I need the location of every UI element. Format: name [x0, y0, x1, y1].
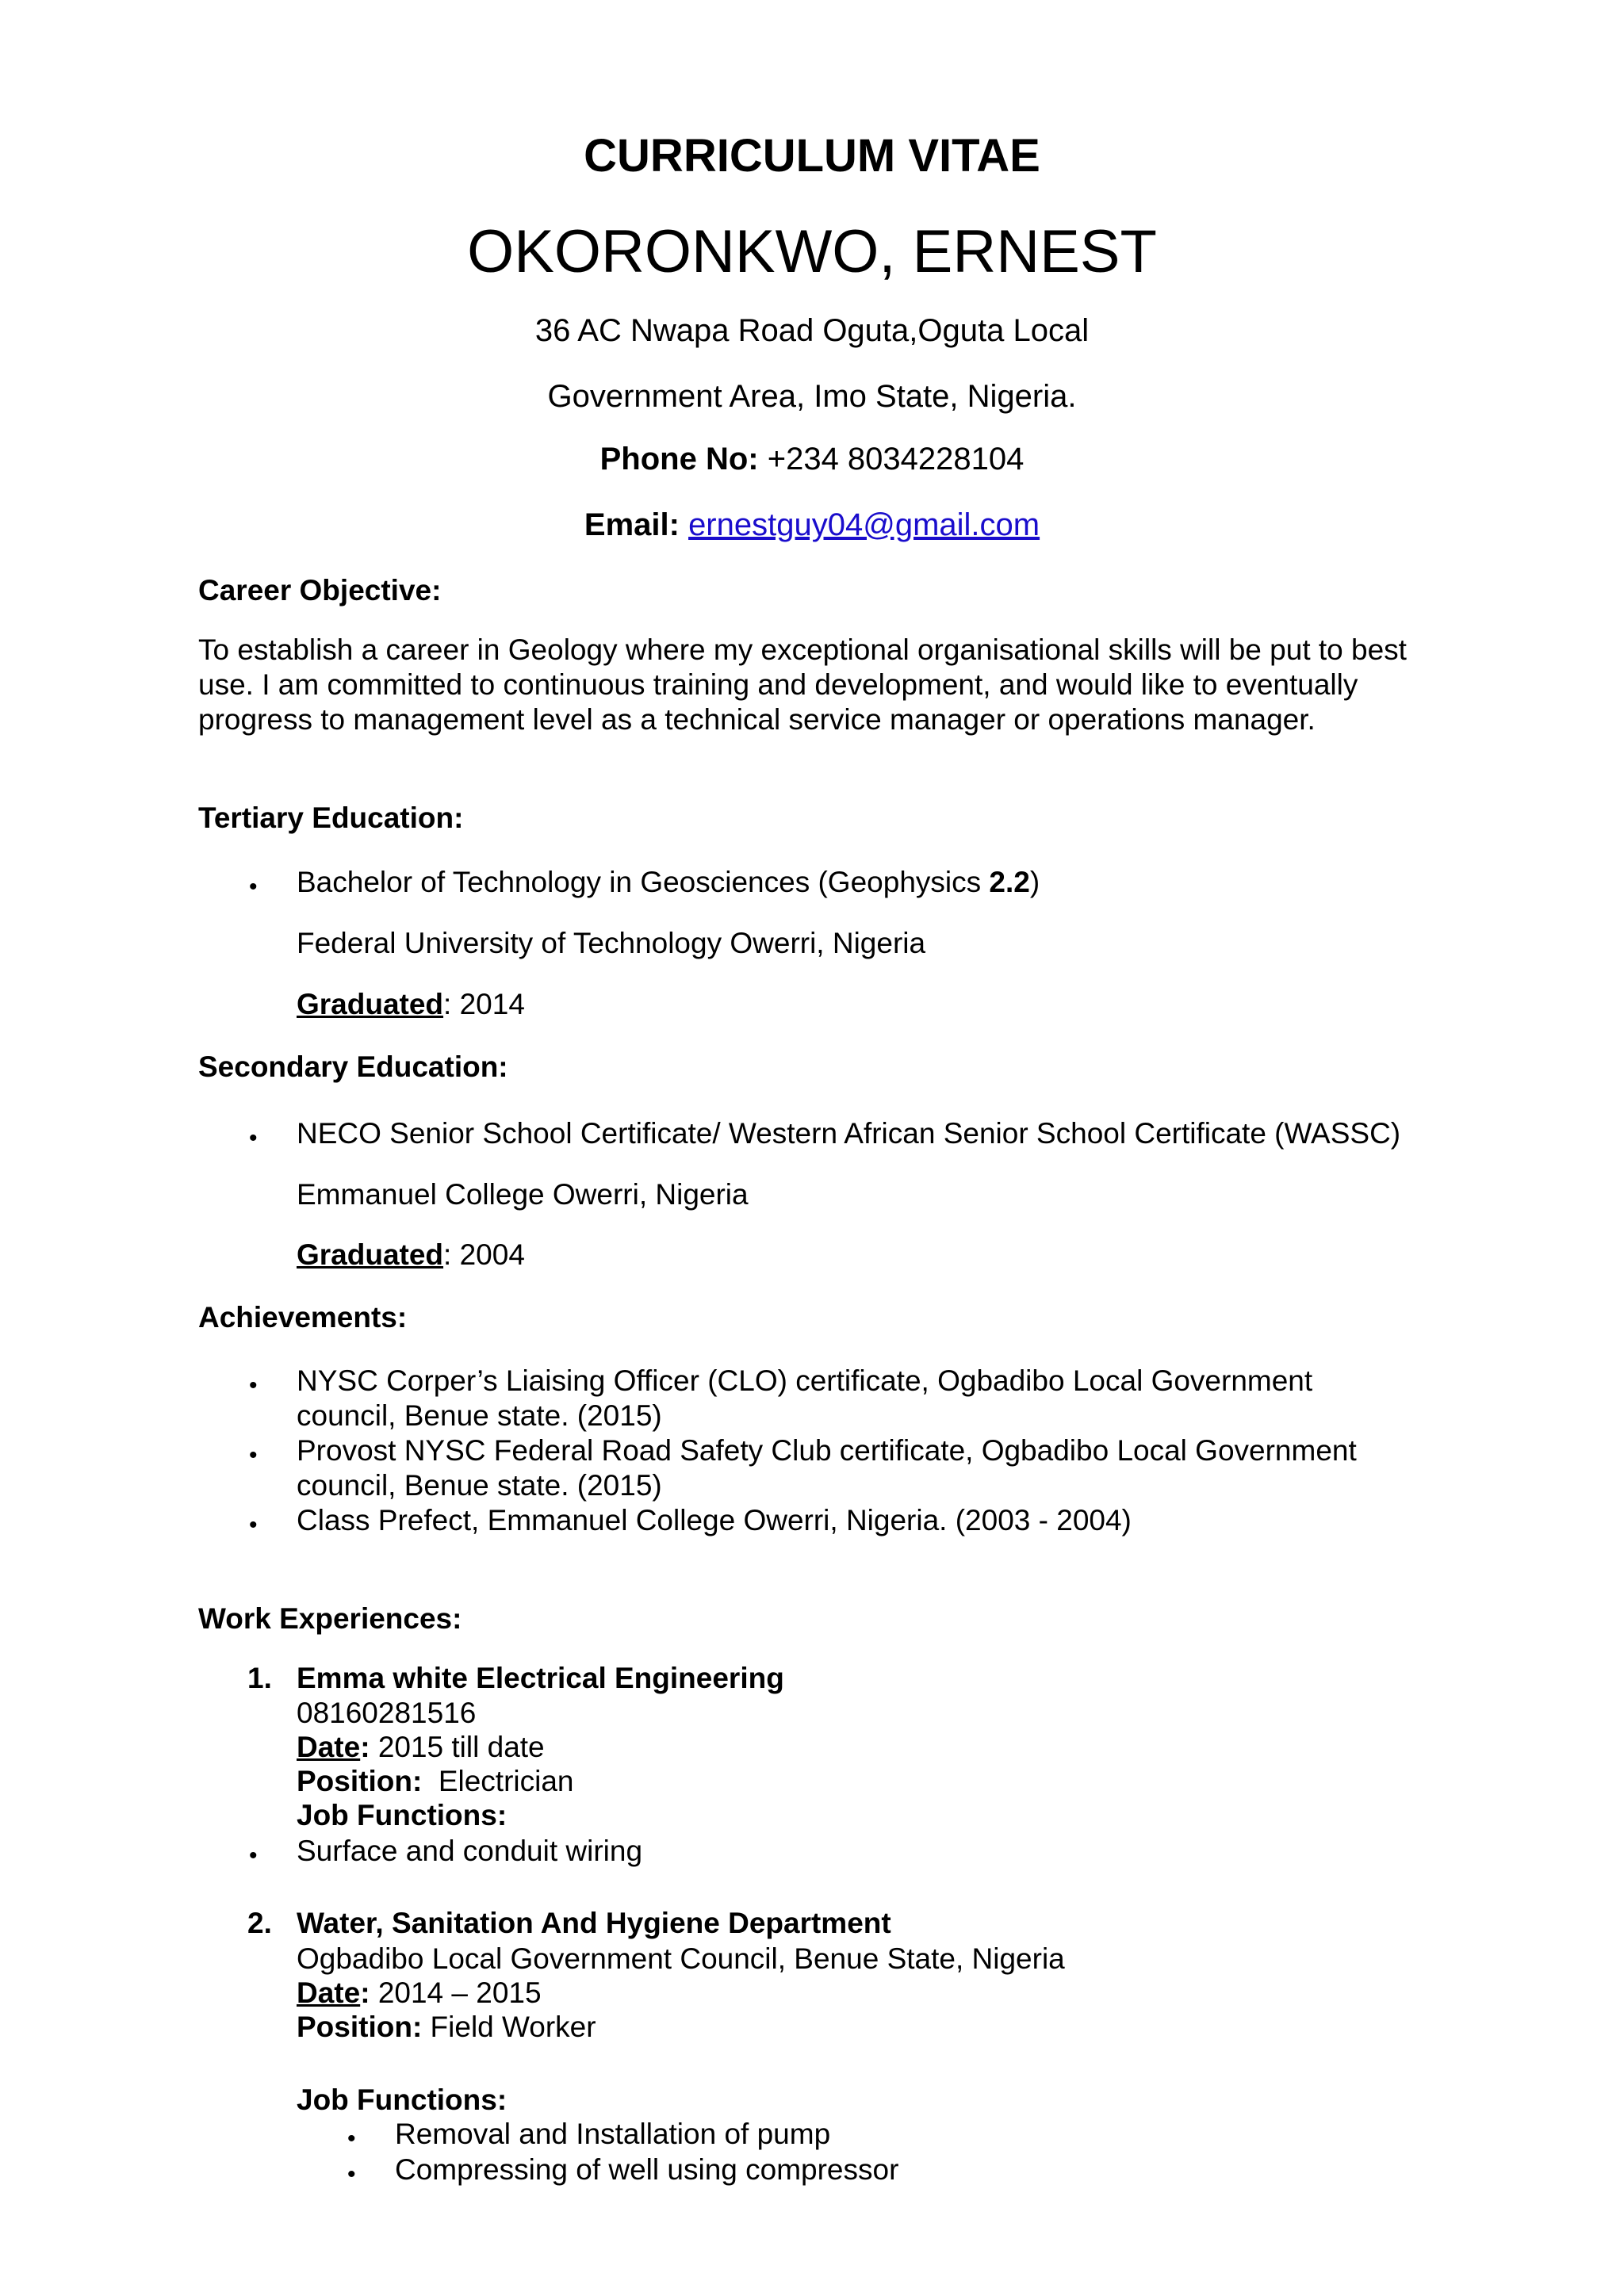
document-title: CURRICULUM VITAE	[584, 130, 1040, 182]
job-2-employer: Water, Sanitation And Hygiene Department	[297, 1907, 891, 1939]
position-value: Electrician	[438, 1765, 574, 1797]
graduated-value: : 2004	[443, 1238, 525, 1271]
job-1-date	[297, 1730, 545, 1765]
job-1-position	[297, 1764, 574, 1799]
date-value: 2015 till date	[377, 1731, 545, 1763]
career-objective-text: To establish a career in Geology where my exceptional organisational skills will be put to best use. I am committed to continuous training and development, and would like to eventually progress to management level as a technical service manager or operations manager.	[198, 633, 1407, 736]
achievement-item-2-line-2: council, Benue state. (2015)	[297, 1469, 662, 1502]
bullet-icon: •	[249, 1125, 258, 1151]
tertiary-degree	[297, 865, 1040, 900]
graduated-label: Graduated	[297, 1238, 444, 1271]
job-1-contact: 08160281516	[297, 1697, 477, 1729]
bullet-icon: •	[347, 2161, 356, 2187]
email-label: Email:	[584, 507, 680, 542]
tertiary-graduated	[297, 987, 525, 1022]
date-colon: :	[360, 1976, 370, 2009]
bullet-icon: •	[249, 1442, 258, 1468]
email-line	[0, 506, 1624, 544]
position-label: Position:	[297, 1765, 423, 1797]
degree-suffix: )	[1029, 866, 1040, 898]
graduated-label: Graduated	[297, 988, 444, 1020]
career-objective-heading: Career Objective:	[198, 574, 442, 607]
date-colon: :	[360, 1731, 370, 1763]
position-value: Field Worker	[430, 2011, 596, 2043]
bullet-icon: •	[347, 2126, 356, 2152]
job-2-date	[297, 1976, 542, 2011]
job-1-number: 1.	[247, 1662, 272, 1694]
bullet-icon: •	[249, 1372, 258, 1399]
degree-grade: 2.2	[989, 866, 1030, 898]
work-experiences-heading: Work Experiences:	[198, 1602, 462, 1635]
secondary-certificate: NECO Senior School Certificate/ Western African Senior School Certificate (WASSC)	[297, 1117, 1401, 1150]
phone-value: +234 8034228104	[767, 442, 1025, 476]
achievement-item-3: Class Prefect, Emmanuel College Owerri, Nigeria. (2003 - 2004)	[297, 1504, 1132, 1536]
phone-label: Phone No:	[599, 442, 759, 476]
phone-line	[0, 440, 1624, 478]
date-label: Date	[297, 1976, 361, 2009]
graduated-value: : 2014	[443, 988, 525, 1020]
date-label: Date	[297, 1731, 361, 1763]
achievement-item-1-line-2: council, Benue state. (2015)	[297, 1399, 662, 1432]
degree-text: Bachelor of Technology in Geosciences (Geophysics	[297, 866, 990, 898]
achievement-item-1-line-1: NYSC Corper’s Liaising Officer (CLO) certificate, Ogbadibo Local Government	[297, 1364, 1313, 1397]
candidate-name: OKORONKWO, ERNEST	[467, 218, 1157, 285]
bullet-icon: •	[249, 1512, 258, 1538]
position-label: Position:	[297, 2011, 423, 2043]
job-2-function-1: Removal and Installation of pump	[395, 2118, 831, 2150]
job-1-function-1: Surface and conduit wiring	[297, 1835, 643, 1867]
bullet-icon: •	[249, 1843, 258, 1869]
address-line-1: 36 AC Nwapa Road Oguta,Oguta Local	[534, 313, 1090, 348]
tertiary-education-heading: Tertiary Education:	[198, 802, 464, 834]
achievement-item-2-line-1: Provost NYSC Federal Road Safety Club certificate, Ogbadibo Local Government	[297, 1434, 1357, 1467]
address-line-2: Government Area, Imo State, Nigeria.	[547, 379, 1077, 414]
job-1-functions-label: Job Functions:	[297, 1799, 508, 1831]
job-2-function-2: Compressing of well using compressor	[395, 2153, 899, 2186]
secondary-education-heading: Secondary Education:	[198, 1050, 508, 1083]
secondary-institution: Emmanuel College Owerri, Nigeria	[297, 1178, 749, 1211]
achievements-heading: Achievements:	[198, 1301, 408, 1334]
tertiary-institution: Federal University of Technology Owerri, Nigeria	[297, 927, 926, 959]
job-1-employer: Emma white Electrical Engineering	[297, 1662, 784, 1694]
date-value: 2014 – 2015	[377, 1976, 542, 2009]
secondary-graduated	[297, 1238, 525, 1272]
job-2-contact: Ogbadibo Local Government Council, Benue State, Nigeria	[297, 1942, 1065, 1975]
job-2-functions-label: Job Functions:	[297, 2084, 508, 2116]
bullet-icon: •	[249, 874, 258, 900]
job-2-position	[297, 2010, 596, 2045]
job-2-number: 2.	[247, 1907, 272, 1939]
email-link[interactable]: ernestguy04@gmail.com	[688, 507, 1040, 542]
